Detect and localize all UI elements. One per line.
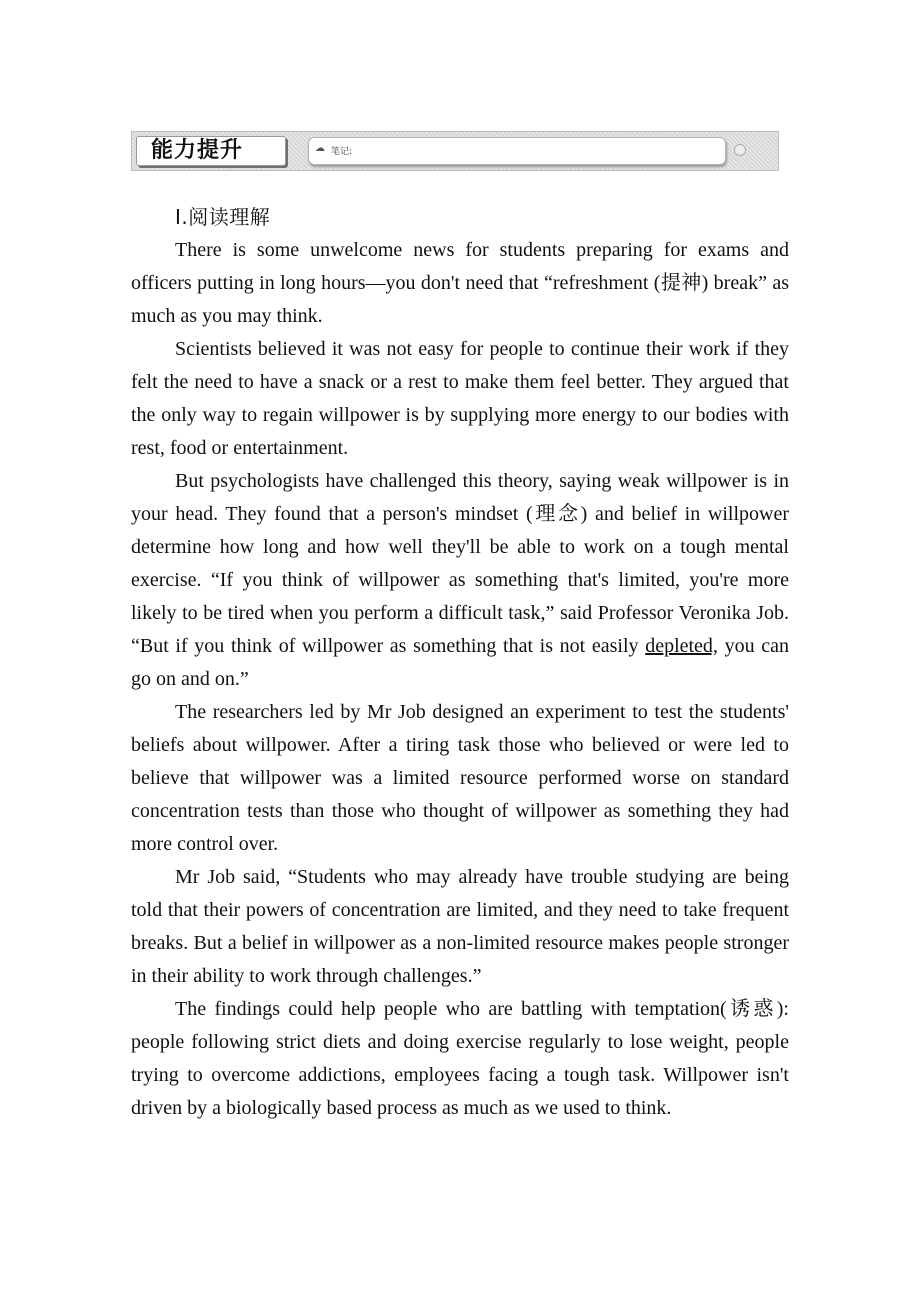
paragraph-5: Mr Job said, “Students who may already have trouble studying are being told that their powers of concentration are limited, and they need to take frequent breaks. But a belief in willpower as a non-limited resource makes people stronger in their ability to work through challenges.” bbox=[131, 866, 789, 987]
paragraph-2: Scientists believed it was not easy for people to continue their work if they felt the need to have a snack or a rest to make them feel better. They argued that the only way to regain willpower is by supplying more energy to our bodies with rest, food or entertainment. bbox=[131, 338, 789, 459]
reading-passage bbox=[131, 234, 789, 1125]
paragraph-3 bbox=[131, 465, 789, 696]
underlined-word: depleted, bbox=[645, 635, 718, 657]
paragraph-6: The findings could help people who are battling with temptation(诱惑): people following strict diets and doing exercise regularly to lose weight, people trying to overcome addictions, employees facing a tough task. Willpower isn't driven by a biologically based process as much as we used to think. bbox=[131, 998, 789, 1119]
paragraph-3-text-b: you can go on and on.” bbox=[131, 635, 789, 690]
paragraph-1: There is some unwelcome news for students preparing for exams and officers putting in long hours—you don't need that “refreshment (提神) break” as much as you may think. bbox=[131, 239, 789, 327]
notes-label: 笔记: bbox=[331, 147, 353, 157]
cloud-icon: ☁ bbox=[315, 143, 325, 154]
pin-icon bbox=[734, 144, 746, 156]
section-banner bbox=[131, 131, 779, 171]
paragraph-4: The researchers led by Mr Job designed an experiment to test the students' beliefs about willpower. After a tiring task those who believed or were led to believe that willpower was a limited resource performed worse on standard concentration tests than those who thought of willpower as something they had more control over. bbox=[131, 701, 789, 855]
section-heading: Ⅰ.阅读理解 bbox=[175, 205, 271, 229]
notes-field[interactable] bbox=[308, 137, 726, 165]
banner-title: 能力提升 bbox=[136, 136, 286, 166]
paragraph-3-text-a: But psychologists have challenged this theory, saying weak willpower is in your head. They found that a person's mindset (理念) and belief in willpower determine how long and how well they'll be able to work on a tough mental exercise. “If you think of willpower as something that's limited, you're more likely to be tired when you perform a difficult task,” said Professor Veronika Job. “But if you think of willpower as something that is not easily bbox=[131, 470, 789, 657]
